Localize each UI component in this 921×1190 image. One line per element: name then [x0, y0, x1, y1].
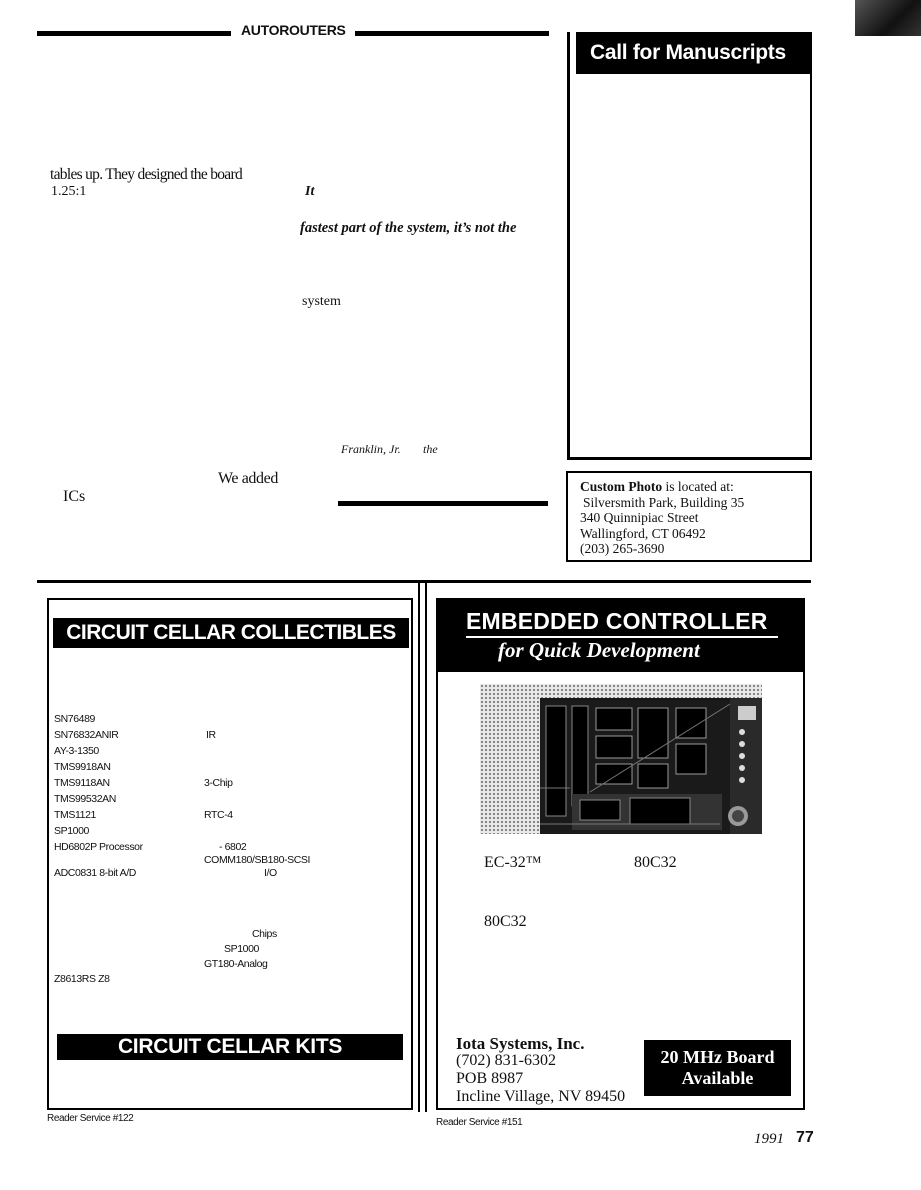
- ad-area-rule: [37, 580, 811, 583]
- collectible-part: TMS9918AN: [54, 761, 111, 773]
- collectibles-ad: [47, 598, 413, 1110]
- page-number: 77: [796, 1129, 814, 1146]
- collectible-desc: SP1000: [224, 943, 259, 955]
- collectible-desc: 3-Chip: [204, 777, 233, 789]
- iota-company: Iota Systems, Inc.: [456, 1034, 585, 1053]
- reader-service-151: Reader Service #151: [436, 1117, 523, 1128]
- collectible-part: TMS9118AN: [54, 777, 110, 789]
- corner-patch: [855, 0, 921, 36]
- manuscripts-title: Call for Manuscripts: [576, 32, 810, 74]
- collectible-desc: GT180-Analog: [204, 958, 268, 970]
- manuscripts-box: [567, 32, 812, 460]
- custom-photo-located: is located at:: [662, 479, 734, 494]
- article-fragment: fastest part of the system, it’s not the: [300, 220, 517, 236]
- collectible-part: SP1000: [54, 825, 89, 837]
- article-fragment: 1.25:1: [51, 184, 87, 199]
- article-fragment: ICs: [63, 488, 86, 505]
- collectible-desc: IR: [206, 729, 216, 741]
- iota-ad: [436, 598, 805, 1110]
- ad-area-divider-left: [418, 580, 420, 1112]
- controller-board-photo: [480, 684, 762, 834]
- article-fragment: system: [302, 294, 341, 309]
- collectible-part: TMS1121: [54, 809, 96, 821]
- footer-year: 1991: [754, 1131, 784, 1147]
- article-fragment: It: [305, 184, 315, 199]
- article-fragment: Franklin, Jr.: [341, 442, 401, 456]
- custom-photo-address-2: 340 Quinnipiac Street: [580, 510, 699, 525]
- iota-badge-line1: 20 MHz Board: [660, 1047, 775, 1067]
- header-rule-right: [355, 31, 549, 36]
- collectible-part: TMS99532AN: [54, 793, 116, 805]
- iota-phone: (702) 831-6302: [456, 1052, 556, 1069]
- iota-pob: POB 8987: [456, 1070, 524, 1087]
- collectible-desc: Chips: [252, 928, 277, 940]
- collectible-part: Z8613RS Z8: [54, 973, 110, 985]
- collectible-desc: - 6802: [219, 841, 247, 853]
- collectible-part: ADC0831 8-bit A/D: [54, 867, 136, 879]
- article-fragment: We added: [218, 470, 278, 487]
- article-end-rule: [338, 501, 548, 506]
- iota-title: EMBEDDED CONTROLLER: [466, 608, 768, 634]
- custom-photo-heading: [580, 479, 810, 495]
- custom-photo-address-1: Silversmith Park, Building 35: [583, 494, 745, 510]
- iota-badge: [644, 1040, 791, 1096]
- iota-chip: 80C32: [634, 854, 677, 871]
- kits-title: CIRCUIT CELLAR KITS: [57, 1034, 403, 1060]
- collectible-desc: COMM180/SB180-SCSI: [204, 854, 311, 866]
- iota-subtitle: for Quick Development: [498, 638, 700, 662]
- iota-badge-line2: Available: [681, 1068, 754, 1088]
- custom-photo-address-3: Wallingford, CT 06492: [580, 525, 706, 541]
- ad-area-divider-right: [425, 580, 427, 1112]
- collectibles-title: CIRCUIT CELLAR COLLECTIBLES: [53, 618, 409, 648]
- iota-header-block: [438, 600, 803, 672]
- custom-photo-name: Custom Photo: [580, 479, 663, 494]
- article-fragment: the: [423, 442, 438, 456]
- header-rule-left: [37, 31, 231, 36]
- collectible-part: AY-3-1350: [54, 745, 99, 757]
- collectible-part: SN76832ANIR: [54, 729, 119, 741]
- collectible-part: SN76489: [54, 713, 95, 725]
- collectible-part: HD6802P Processor: [54, 841, 143, 853]
- iota-chip-2: 80C32: [484, 913, 527, 930]
- collectible-desc: RTC-4: [204, 809, 233, 821]
- custom-photo-box: [566, 471, 812, 562]
- iota-city: Incline Village, NV 89450: [456, 1088, 626, 1105]
- custom-photo-phone: (203) 265-3690: [580, 541, 665, 556]
- section-title: AUTOROUTERS: [241, 22, 346, 38]
- reader-service-122: Reader Service #122: [47, 1113, 134, 1124]
- iota-product-name: EC-32™: [484, 854, 542, 871]
- collectible-desc: I/O: [264, 867, 277, 879]
- article-fragment: tables up. They designed the board: [50, 166, 242, 183]
